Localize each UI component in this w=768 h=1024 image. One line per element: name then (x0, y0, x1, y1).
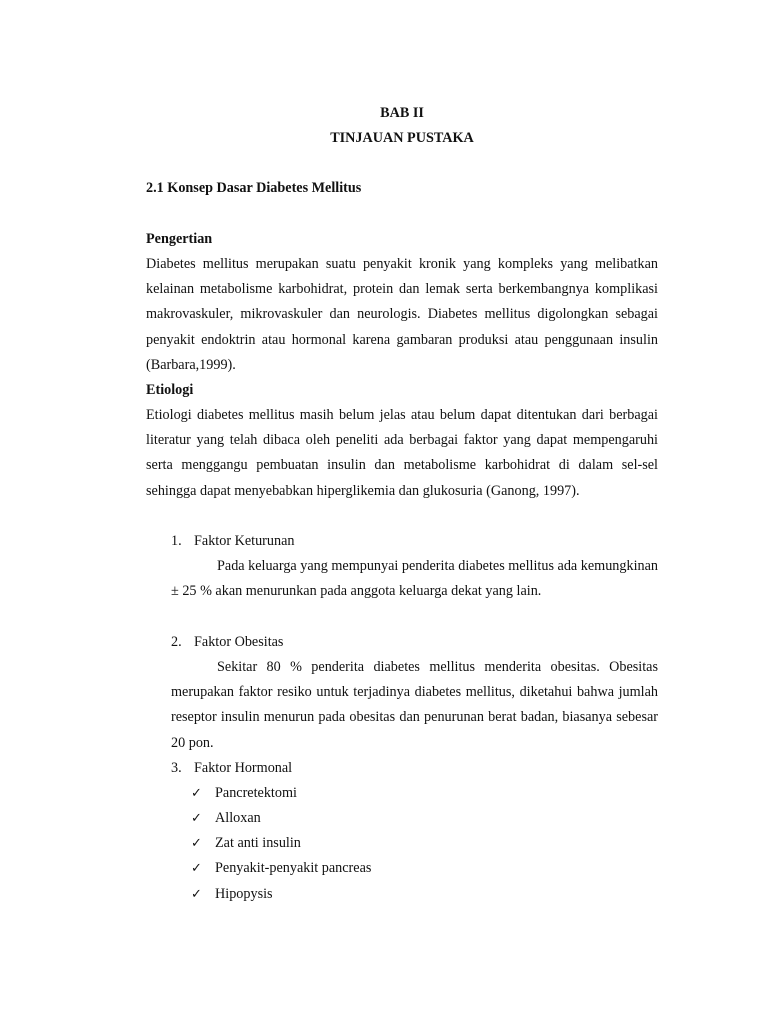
list-number: 2. (171, 634, 182, 650)
list-item-title: Faktor Keturunan (194, 533, 295, 549)
etiologi-heading: Etiologi (146, 382, 194, 398)
section-title: 2.1 Konsep Dasar Diabetes Mellitus (146, 180, 362, 196)
faktor-obesitas-paragraph: Sekitar 80 % penderita diabetes mellitus menderita obesitas. Obesitas merupakan faktor resiko untuk terjadinya diabetes mellitus, diketahui bahwa jumlah reseptor insulin menurun pada obesitas dan penurunan berat badan, biasanya sebesar 20 pon. (171, 659, 658, 751)
list-item (191, 781, 297, 806)
pengertian-heading: Pengertian (146, 231, 213, 247)
list-item-label: Zat anti insulin (215, 835, 301, 851)
checkmark-icon: ✓ (191, 811, 202, 826)
list-item (191, 882, 273, 907)
list-item-title: Faktor Obesitas (194, 634, 284, 650)
list-item-label: Pancretektomi (215, 785, 297, 801)
checkmark-icon: ✓ (191, 887, 202, 902)
chapter-title: TINJAUAN PUSTAKA (330, 130, 474, 146)
list-item (191, 831, 301, 856)
list-item-label: Hipopysis (215, 886, 273, 902)
checkmark-icon: ✓ (191, 786, 202, 801)
checkmark-icon: ✓ (191, 861, 202, 876)
checkmark-icon: ✓ (191, 836, 202, 851)
list-number: 1. (171, 533, 182, 549)
faktor-keturunan-heading (171, 529, 294, 554)
faktor-hormonal-heading (171, 756, 292, 781)
faktor-obesitas-heading (171, 630, 283, 655)
list-item (191, 806, 261, 831)
list-item-title: Faktor Hormonal (194, 760, 293, 776)
chapter-label: BAB II (380, 105, 424, 121)
faktor-keturunan-paragraph: Pada keluarga yang mempunyai penderita diabetes mellitus ada kemungkinan ± 25 % akan menurunkan pada anggota keluarga dekat yang lain. (171, 558, 658, 600)
list-item (191, 856, 371, 881)
etiologi-paragraph: Etiologi diabetes mellitus masih belum jelas atau belum dapat ditentukan dari berbagai literatur yang telah dibaca oleh peneliti ada berbagai faktor yang dapat mempengaruhi serta menggangu pembuatan insulin dan metabolisme karbohidrat di dalam sel-sel sehingga dapat menyebabkan hiperglikemia dan glukosuria (Ganong, 1997). (146, 407, 658, 499)
pengertian-paragraph: Diabetes mellitus merupakan suatu penyakit kronik yang kompleks yang melibatkan kelainan metabolisme karbohidrat, protein dan lemak serta berkembangnya komplikasi makrovaskuler, mikrovaskuler dan neurologis. Diabetes mellitus digolongkan sebagai penyakit endoktrin atau hormonal karena gambaran produksi atau penggunaan insulin (Barbara,1999). (146, 256, 658, 373)
list-item-label: Penyakit-penyakit pancreas (215, 860, 372, 876)
list-item-label: Alloxan (215, 810, 261, 826)
list-number: 3. (171, 760, 182, 776)
